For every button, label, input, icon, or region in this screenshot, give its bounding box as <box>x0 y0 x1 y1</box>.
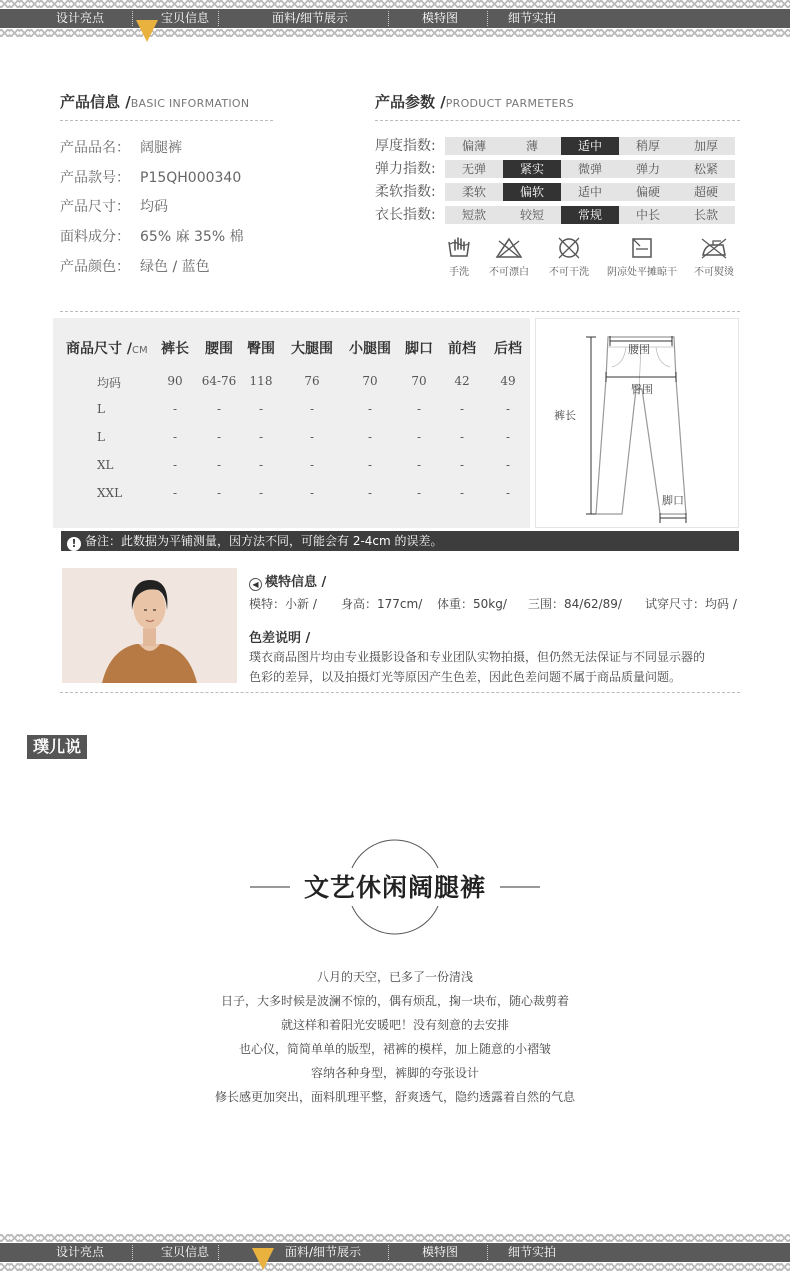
size-cell: - <box>172 430 178 444</box>
size-column-header: 脚口 <box>405 341 433 357</box>
size-cell: - <box>505 402 511 416</box>
size-row-label: XL <box>97 458 114 472</box>
param-option: 偏硬 <box>635 185 660 199</box>
size-cell: - <box>172 402 178 416</box>
nav-item-detail[interactable]: 细节实拍 <box>507 1245 556 1259</box>
color-diff-line-1: 璞衣商品图片均由专业摄影设备和专业团队实物拍摄，但仍然无法保证与不同显示器的 <box>249 650 706 664</box>
size-cell: - <box>309 486 315 500</box>
size-table-panel <box>53 318 530 528</box>
param-option: 偏软 <box>503 183 561 201</box>
size-cell: 42 <box>454 374 470 388</box>
headline: 文艺休闲阔腿裤 <box>303 873 486 902</box>
model-measurements: 三围：84/62/89/ <box>528 597 622 611</box>
size-cell: 76 <box>304 374 320 388</box>
param-option: 超硬 <box>693 185 718 199</box>
size-cell: - <box>416 402 422 416</box>
nav-item-design[interactable]: 设计亮点 <box>55 1245 104 1259</box>
nav-active-marker-icon <box>136 20 158 42</box>
brand-tag: 璞儿说 <box>27 735 87 759</box>
size-cell: - <box>505 486 511 500</box>
size-column-header: 裤长 <box>161 341 189 357</box>
nav-separator <box>132 1245 133 1260</box>
size-column-header: 前档 <box>448 341 476 357</box>
nav-separator <box>388 11 389 26</box>
nav-active-marker-icon <box>252 1248 274 1270</box>
poem-line: 日子，大多时候是波澜不惊的，偶有烦乱，掬一块布，随心裁剪着 <box>220 994 569 1008</box>
warning-icon: ! <box>67 537 81 551</box>
size-cell: - <box>258 486 264 500</box>
size-column-header: 小腿围 <box>349 341 391 357</box>
poem-line: 修长感更加突出，面料肌理平整，舒爽透气，隐约透露着自然的气息 <box>214 1090 575 1104</box>
care-shade-dry: 阴凉处平摊晾干 <box>604 236 680 278</box>
nav-item-info[interactable]: 宝贝信息 <box>160 1245 209 1259</box>
size-cell: - <box>258 430 264 444</box>
hand-wash-icon <box>446 236 472 260</box>
info-row-fabric: 面料成分： 65% 麻 35% 棉 <box>60 229 244 245</box>
size-cell: 64-76 <box>201 374 237 388</box>
param-option: 薄 <box>525 139 538 153</box>
param-options <box>445 206 735 224</box>
nav-item-fabric[interactable]: 面料/细节展示 <box>271 11 349 25</box>
size-cell: 70 <box>362 374 378 388</box>
nav-separator <box>487 1245 488 1260</box>
diagram-label-hem: 脚口 <box>662 494 684 507</box>
shade-dry-icon <box>630 236 654 260</box>
size-cell: - <box>416 486 422 500</box>
param-option: 偏薄 <box>461 139 486 153</box>
nav-separator <box>218 11 219 26</box>
product-info-title: 产品信息 /BASIC INFORMATION <box>60 93 250 111</box>
care-no-bleach: 不可漂白 <box>484 236 534 278</box>
nav-deco-top <box>0 0 790 8</box>
param-option: 长款 <box>693 208 718 222</box>
size-table-title: 商品尺寸 /CM <box>66 341 148 357</box>
poem-line: 容纳各种身型，裤脚的夸张设计 <box>310 1066 479 1080</box>
nav-separator <box>218 1245 219 1260</box>
poem-line: 也心仪，简简单单的版型，裙裤的模样，加上随意的小褶皱 <box>238 1042 551 1056</box>
nav-deco-bottom <box>0 29 790 37</box>
param-options <box>445 183 735 201</box>
diagram-label-waist: 腰围 <box>628 343 650 356</box>
param-label: 厚度指数: <box>375 138 436 154</box>
nav-item-model[interactable]: 模特图 <box>421 11 458 25</box>
size-cell: 49 <box>500 374 516 388</box>
param-label: 衣长指数: <box>375 207 436 223</box>
size-cell: - <box>459 458 465 472</box>
size-column-header: 腰围 <box>205 341 233 357</box>
care-no-iron: 不可熨烫 <box>690 236 738 278</box>
size-cell: 70 <box>411 374 427 388</box>
param-option: 较短 <box>519 208 544 222</box>
param-option: 中长 <box>635 208 660 222</box>
nav-separator <box>132 11 133 26</box>
model-weight: 体重：50kg/ <box>437 597 507 611</box>
nav-item-detail[interactable]: 细节实拍 <box>507 11 556 25</box>
param-option: 微弹 <box>577 162 602 176</box>
nav-item-info[interactable]: 宝贝信息 <box>160 11 209 25</box>
size-cell: - <box>459 402 465 416</box>
model-info-title: ◀ 模特信息 / <box>249 571 326 591</box>
size-cell: - <box>367 486 373 500</box>
param-option: 紧实 <box>503 160 561 178</box>
size-cell: - <box>216 430 222 444</box>
size-cell: - <box>459 486 465 500</box>
pants-diagram <box>535 318 739 528</box>
param-label: 弹力指数: <box>375 161 436 177</box>
size-cell: - <box>216 486 222 500</box>
divider <box>60 311 740 312</box>
size-cell: - <box>172 486 178 500</box>
diagram-label-hip: 臀围 <box>631 383 653 396</box>
color-diff-line-2: 色彩的差异，以及拍摄灯光等原因产生色差，因此色差问题不属于商品质量问题。 <box>249 670 682 684</box>
size-cell: - <box>459 430 465 444</box>
color-diff-title: 色差说明 / <box>249 631 311 646</box>
poem-line: 就这样和着阳光安暖吧！没有刻意的去安排 <box>280 1018 509 1032</box>
nav-separator <box>487 11 488 26</box>
size-row-label: L <box>97 430 105 444</box>
care-no-dry-clean: 不可干洗 <box>544 236 594 278</box>
divider <box>60 692 740 693</box>
param-options <box>445 137 735 155</box>
model-name: 模特：小新 / <box>249 597 317 611</box>
param-option: 柔软 <box>461 185 486 199</box>
no-iron-icon <box>699 236 729 260</box>
size-cell: - <box>416 430 422 444</box>
top-nav <box>0 0 790 30</box>
size-cell: - <box>505 430 511 444</box>
size-cell: - <box>172 458 178 472</box>
play-back-icon: ◀ <box>249 578 262 591</box>
no-bleach-icon <box>495 236 523 260</box>
size-column-header: 后档 <box>494 341 522 357</box>
size-cell: - <box>258 458 264 472</box>
bottom-nav <box>0 1234 790 1264</box>
param-option: 无弹 <box>461 162 486 176</box>
size-cell: - <box>309 458 315 472</box>
size-cell: - <box>309 402 315 416</box>
nav-deco-bottom <box>0 1263 790 1271</box>
info-row-name: 产品品名： 阔腿裤 <box>60 140 182 156</box>
divider <box>60 120 273 121</box>
info-row-color: 产品颜色： 绿色 / 蓝色 <box>60 259 210 275</box>
param-option: 适中 <box>561 137 619 155</box>
diagram-label-length: 裤长 <box>554 409 576 422</box>
info-row-size: 产品尺寸： 均码 <box>60 199 168 215</box>
model-photo <box>62 568 237 683</box>
param-option: 稍厚 <box>635 139 660 153</box>
param-option: 短款 <box>461 208 486 222</box>
size-cell: 118 <box>249 374 273 388</box>
size-cell: - <box>367 402 373 416</box>
size-column-header: 大腿围 <box>291 341 333 357</box>
size-row-label: XXL <box>97 486 123 500</box>
param-option: 加厚 <box>693 139 718 153</box>
size-row-label: 均码 <box>97 376 122 390</box>
care-hand-wash: 手洗 <box>440 236 478 278</box>
info-row-style-no: 产品款号： P15QH000340 <box>60 170 242 186</box>
nav-item-fabric[interactable]: 面料/细节展示 <box>284 1245 362 1259</box>
nav-item-model[interactable]: 模特图 <box>421 1245 458 1259</box>
size-cell: - <box>505 458 511 472</box>
size-column-header: 臀围 <box>247 341 275 357</box>
nav-separator <box>388 1245 389 1260</box>
param-option: 常规 <box>561 206 619 224</box>
size-cell: - <box>216 402 222 416</box>
size-cell: - <box>367 458 373 472</box>
divider <box>375 120 740 121</box>
size-cell: - <box>416 458 422 472</box>
nav-deco-top <box>0 1234 790 1242</box>
poem-line: 八月的天空，已多了一份清浅 <box>316 970 473 984</box>
model-height: 身高：177cm/ <box>341 597 423 611</box>
size-cell: - <box>367 430 373 444</box>
param-option: 弹力 <box>635 162 660 176</box>
model-portrait-icon <box>62 568 237 683</box>
size-row-label: L <box>97 402 105 416</box>
size-cell: - <box>258 402 264 416</box>
size-cell: - <box>216 458 222 472</box>
product-params-title: 产品参数 /PRODUCT PARMETERS <box>375 93 574 111</box>
size-cell: - <box>309 430 315 444</box>
no-dry-clean-icon <box>556 236 582 260</box>
model-size: 试穿尺寸：均码 / <box>645 597 737 611</box>
size-cell: 90 <box>167 374 183 388</box>
param-option: 适中 <box>577 185 602 199</box>
nav-item-design[interactable]: 设计亮点 <box>55 11 104 25</box>
measurement-notice: ! 备注：此数据为平铺测量，因方法不同，可能会有 2-4cm 的误差。 <box>61 531 739 551</box>
param-options <box>445 160 735 178</box>
param-label: 柔软指数: <box>375 184 436 200</box>
param-option: 松紧 <box>693 162 718 176</box>
